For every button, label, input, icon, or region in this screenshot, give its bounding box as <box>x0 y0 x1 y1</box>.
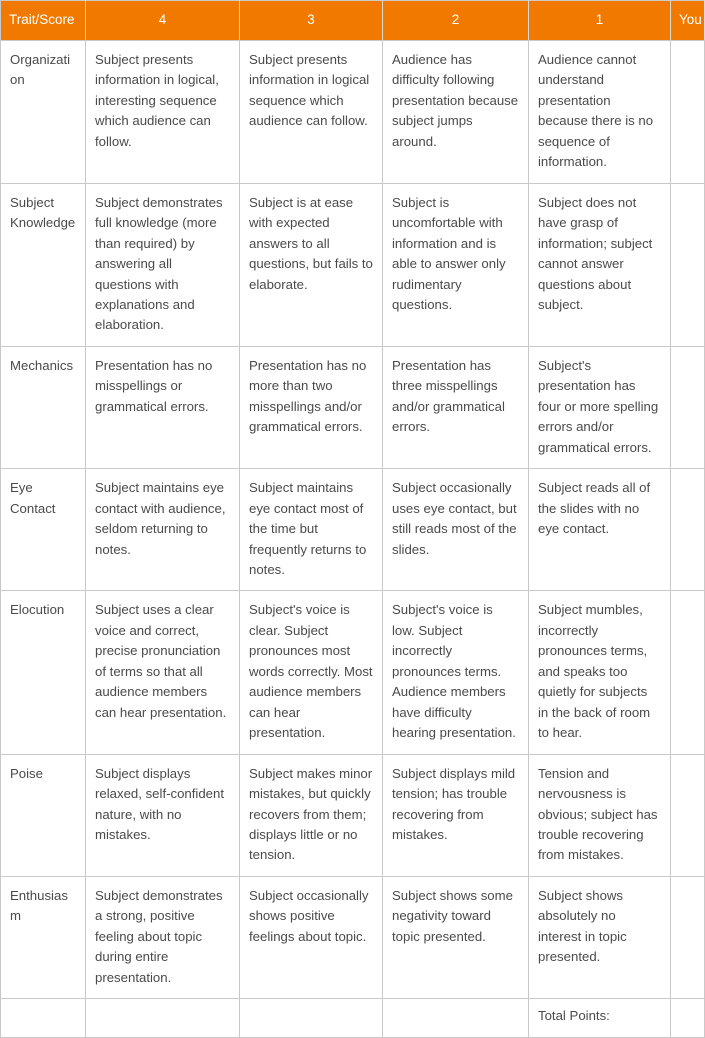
criteria-cell-score-4: Subject uses a clear voice and correct, precise pronunciation of terms so that all audience members can hear presentation. <box>86 591 240 754</box>
trait-label: Mechanics <box>1 346 86 468</box>
criteria-cell-score-1: Subject shows absolutely no interest in topic presented. <box>529 876 671 998</box>
column-header-score-4: 4 <box>86 1 240 41</box>
column-header-score-2: 2 <box>383 1 529 41</box>
criteria-cell-score-1: Subject's presentation has four or more spelling errors and/or grammatical errors. <box>529 346 671 468</box>
criteria-cell-score-3: Subject maintains eye contact most of the time but frequently returns to notes. <box>240 469 383 591</box>
total-points-row <box>1 999 705 1037</box>
total-points-label: Total Points: <box>529 999 671 1037</box>
table-row <box>1 876 705 998</box>
criteria-cell-score-3: Subject occasionally shows positive feelings about topic. <box>240 876 383 998</box>
you-score-cell[interactable] <box>671 754 705 876</box>
criteria-cell-score-1: Subject mumbles, incorrectly pronounces terms, and speaks too quietly for subjects in the back of room to hear. <box>529 591 671 754</box>
criteria-cell-score-4: Subject demonstrates full knowledge (more than required) by answering all questions with explanations and elaboration. <box>86 183 240 346</box>
criteria-cell-score-3: Subject's voice is clear. Subject pronounces most words correctly. Most audience members can hear presentation. <box>240 591 383 754</box>
criteria-cell-score-4: Subject displays relaxed, self-confident nature, with no mistakes. <box>86 754 240 876</box>
criteria-cell-score-3: Presentation has no more than two misspellings and/or grammatical errors. <box>240 346 383 468</box>
you-score-cell[interactable] <box>671 346 705 468</box>
trait-label: Enthusiasm <box>1 876 86 998</box>
trait-label: Poise <box>1 754 86 876</box>
header-row <box>1 1 705 41</box>
criteria-cell-score-2: Subject's voice is low. Subject incorrectly pronounces terms. Audience members have difficulty hearing presentation. <box>383 591 529 754</box>
you-score-cell[interactable] <box>671 183 705 346</box>
column-header-score-1: 1 <box>529 1 671 41</box>
table-row <box>1 41 705 184</box>
total-row-trait-cell <box>1 999 86 1037</box>
criteria-cell-score-3: Subject is at ease with expected answers to all questions, but fails to elaborate. <box>240 183 383 346</box>
table-row <box>1 469 705 591</box>
criteria-cell-score-2: Audience has difficulty following presentation because subject jumps around. <box>383 41 529 184</box>
criteria-cell-score-3: Subject presents information in logical sequence which audience can follow. <box>240 41 383 184</box>
criteria-cell-score-4: Subject presents information in logical, interesting sequence which audience can follow. <box>86 41 240 184</box>
you-score-cell[interactable] <box>671 591 705 754</box>
you-score-cell[interactable] <box>671 876 705 998</box>
table-row <box>1 346 705 468</box>
criteria-cell-score-4: Presentation has no misspellings or grammatical errors. <box>86 346 240 468</box>
criteria-cell-score-1: Subject reads all of the slides with no eye contact. <box>529 469 671 591</box>
total-row-cell-score-2 <box>383 999 529 1037</box>
criteria-cell-score-3: Subject makes minor mistakes, but quickly recovers from them; displays little or no tension. <box>240 754 383 876</box>
criteria-cell-score-2: Subject shows some negativity toward topic presented. <box>383 876 529 998</box>
criteria-cell-score-2: Subject occasionally uses eye contact, but still reads most of the slides. <box>383 469 529 591</box>
column-header-trait-score: Trait/Score <box>1 1 86 41</box>
table-body <box>1 41 705 1038</box>
trait-label: Eye Contact <box>1 469 86 591</box>
column-header-you: You <box>671 1 705 41</box>
criteria-cell-score-2: Subject is uncomfortable with information and is able to answer only rudimentary questions. <box>383 183 529 346</box>
you-score-cell[interactable] <box>671 469 705 591</box>
table-row <box>1 183 705 346</box>
you-score-cell[interactable] <box>671 41 705 184</box>
trait-label: Subject Knowledge <box>1 183 86 346</box>
table-header <box>1 1 705 41</box>
trait-label: Organization <box>1 41 86 184</box>
criteria-cell-score-1: Audience cannot understand presentation because there is no sequence of information. <box>529 41 671 184</box>
criteria-cell-score-1: Subject does not have grasp of information; subject cannot answer questions about subject. <box>529 183 671 346</box>
criteria-cell-score-4: Subject demonstrates a strong, positive feeling about topic during entire presentation. <box>86 876 240 998</box>
column-header-score-3: 3 <box>240 1 383 41</box>
criteria-cell-score-2: Presentation has three misspellings and/or grammatical errors. <box>383 346 529 468</box>
trait-label: Elocution <box>1 591 86 754</box>
table-row <box>1 754 705 876</box>
total-row-cell-score-3 <box>240 999 383 1037</box>
criteria-cell-score-4: Subject maintains eye contact with audience, seldom returning to notes. <box>86 469 240 591</box>
total-points-value-cell[interactable] <box>671 999 705 1037</box>
total-row-cell-score-4 <box>86 999 240 1037</box>
criteria-cell-score-2: Subject displays mild tension; has trouble recovering from mistakes. <box>383 754 529 876</box>
criteria-cell-score-1: Tension and nervousness is obvious; subject has trouble recovering from mistakes. <box>529 754 671 876</box>
table-row <box>1 591 705 754</box>
